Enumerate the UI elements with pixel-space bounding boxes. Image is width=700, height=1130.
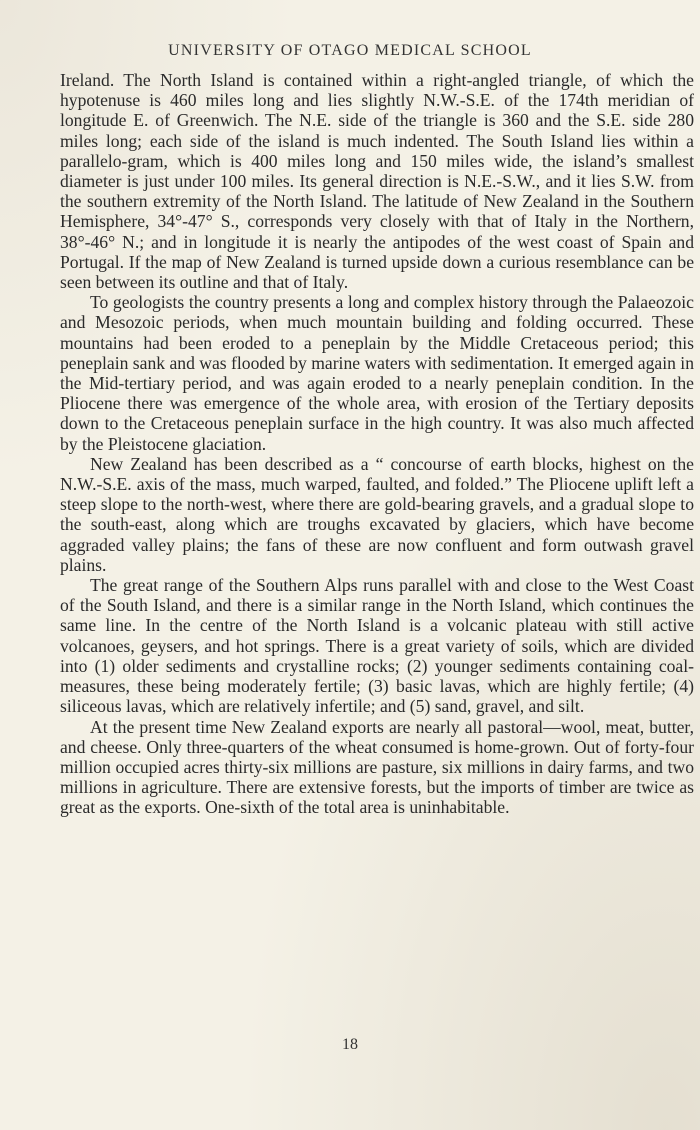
page-number: 18 bbox=[342, 1036, 358, 1053]
paragraph-3: New Zealand has been described as a “ concourse of earth blocks, highest on the N.W.-S.E. axis of the mass, much warped, faulted, and folded.” The Pliocene uplift left a steep slope to the north-west, where there are gold-bearing gravels, and a gradual slope to the south-east, along which are troughs excavated by glaciers, which have become aggraded valley plains; the fans of these are now confluent and form outwash gravel plains. bbox=[60, 453, 694, 575]
paragraph-2: To geologists the country presents a long and complex history through the Palaeozoic and Mesozoic periods, when much mountain building and folding occurred. These mountains had been eroded to a peneplain by the Middle Cretaceous period; this peneplain sank and was flooded by marine waters with sedimentation. It emerged again in the Mid-tertiary period, and was again eroded to a nearly peneplain condition. In the Pliocene there was emergence of the whole area, with erosion of the Tertiary deposits down to the Cretaceous peneplain surface in the high country. It was also much affected by the Pleistocene glaciation. bbox=[60, 292, 694, 454]
running-title: UNIVERSITY OF OTAGO MEDICAL SCHOOL bbox=[168, 42, 532, 59]
paragraph-5: At the present time New Zealand exports are nearly all pastoral—wool, meat, butter, and cheese. Only three-quarters of the wheat consumed is home-grown. Out of forty-four million occupied acres thirty-six millions are pasture, six millions in dairy farms, and two millions in agriculture. There are extensive forests, but the imports of timber are twice as great as the exports. One-sixth of the total area is uninhabitable. bbox=[60, 716, 694, 818]
paragraph-4: The great range of the Southern Alps runs parallel with and close to the West Coast of the South Island, and there is a similar range in the North Island, which continues the same line. In the centre of the North Island is a volcanic plateau with still active volcanoes, geysers, and hot springs. There is a great variety of soils, which are divided into (1) older sediments and crystalline rocks; (2) younger sediments containing coal-measures, these being moderately fertile; (3) basic lavas, which are highly fertile; (4) siliceous lavas, which are relatively infertile; and (5) sand, gravel, and silt. bbox=[60, 575, 694, 717]
paragraph-1: Ireland. The North Island is contained within a right-angled triangle, of which the hypotenuse is 460 miles long and lies slightly N.W.-S.E. of the 174th meridian of longitude E. of Greenwich. The N.E. side of the triangle is 360 and the S.E. side 280 miles long; each side of the island is much indented. The South Island lies within a parallelo-gram, which is 400 miles long and 150 miles wide, the island’s smallest diameter is just under 100 miles. Its general direction is N.E.-S.W., and it lies S.W. from the southern extremity of the North Island. The latitude of New Zealand in the Southern Hemisphere, 34°-47° S., corresponds very closely with that of Italy in the Northern, 38°-46° N.; and in longitude it is nearly the antipodes of the west coast of Spain and Portugal. If the map of New Zealand is turned upside down a curious resemblance can be seen between its outline and that of Italy. bbox=[60, 70, 694, 293]
body-text bbox=[60, 70, 694, 818]
